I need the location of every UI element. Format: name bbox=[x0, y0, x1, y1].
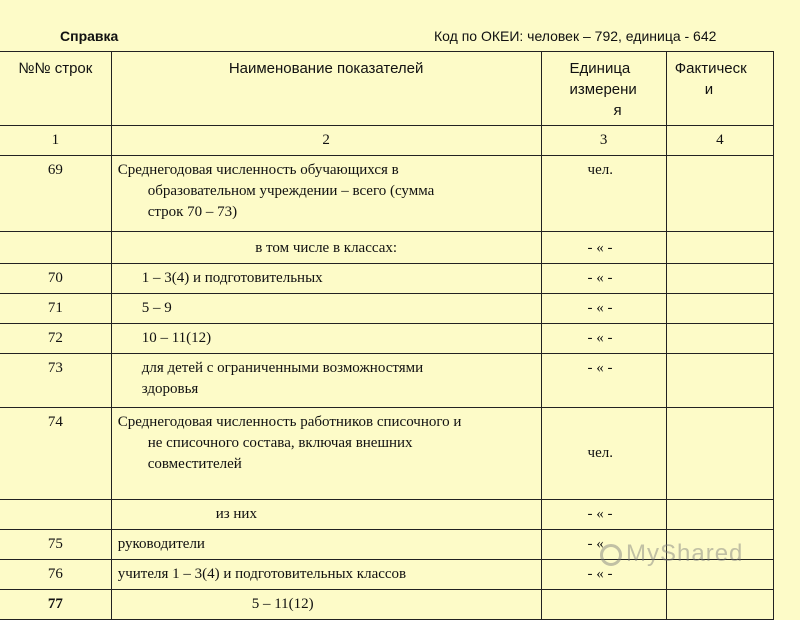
row-name: руководители bbox=[111, 530, 541, 560]
row-unit: - « - bbox=[541, 354, 666, 408]
row-number: 75 bbox=[0, 530, 111, 560]
table-row bbox=[0, 156, 774, 232]
col-header-unit bbox=[541, 52, 666, 126]
row-value bbox=[666, 324, 773, 354]
row-unit bbox=[541, 590, 666, 620]
row-name-line: здоровья bbox=[141, 381, 199, 397]
row-name: 5 – 11(12) bbox=[111, 590, 541, 620]
row-name-line: для детей с ограниченными возможностями bbox=[141, 360, 424, 376]
row-value bbox=[666, 500, 773, 530]
row-value bbox=[666, 408, 773, 500]
row-number: 73 bbox=[0, 354, 111, 408]
table-row bbox=[0, 354, 774, 408]
row-name: учителя 1 – 3(4) и подготовительных классов bbox=[111, 560, 541, 590]
row-name-line: не списочного состава, включая внешних bbox=[147, 435, 413, 451]
row-name-line: строк 70 – 73) bbox=[147, 204, 238, 220]
row-number: 71 bbox=[0, 294, 111, 324]
row-number: 72 bbox=[0, 324, 111, 354]
col-number-2: 2 bbox=[111, 126, 541, 156]
col-header-unit-line2: измерени bbox=[569, 81, 637, 98]
row-number: 69 bbox=[0, 156, 111, 232]
col-header-actual-line2: и bbox=[704, 81, 714, 98]
row-name: 5 – 9 bbox=[111, 294, 541, 324]
row-value bbox=[666, 156, 773, 232]
col-header-indicator-name: Наименование показателей bbox=[111, 52, 541, 126]
col-number-1: 1 bbox=[0, 126, 111, 156]
col-header-unit-line1: Единица bbox=[569, 60, 631, 77]
table-row bbox=[0, 590, 774, 620]
row-name bbox=[111, 354, 541, 408]
row-number: 76 bbox=[0, 560, 111, 590]
row-unit: чел. bbox=[541, 156, 666, 232]
row-value bbox=[666, 294, 773, 324]
column-number-row bbox=[0, 126, 774, 156]
row-number bbox=[0, 232, 111, 264]
row-value bbox=[666, 590, 773, 620]
col-number-3: 3 bbox=[541, 126, 666, 156]
row-name-line: Среднегодовая численность работников списочного и bbox=[117, 414, 462, 430]
watermark bbox=[600, 540, 743, 568]
report-table bbox=[0, 51, 774, 620]
row-name: 1 – 3(4) и подготовительных bbox=[111, 264, 541, 294]
row-unit: - « - bbox=[541, 232, 666, 264]
row-value bbox=[666, 354, 773, 408]
row-unit: - « - bbox=[541, 500, 666, 530]
row-name bbox=[111, 408, 541, 500]
row-name: 10 – 11(12) bbox=[111, 324, 541, 354]
col-header-unit-line3: я bbox=[613, 102, 622, 119]
row-unit: - « - bbox=[541, 294, 666, 324]
header-row bbox=[0, 52, 774, 126]
table-row bbox=[0, 232, 774, 264]
col-header-row-numbers: №№ строк bbox=[0, 52, 111, 126]
table-row bbox=[0, 264, 774, 294]
row-name-line: образовательном учреждении – всего (сумма bbox=[147, 183, 435, 199]
row-unit: - « - bbox=[541, 560, 666, 590]
row-number: 77 bbox=[0, 590, 111, 620]
okei-code: Код по ОКЕИ: человек – 792, единица - 642 bbox=[434, 28, 717, 44]
col-header-actual bbox=[666, 52, 773, 126]
table-row bbox=[0, 500, 774, 530]
row-unit: чел. bbox=[541, 408, 666, 500]
table-row bbox=[0, 294, 774, 324]
row-unit: - « bbox=[541, 530, 666, 560]
row-name bbox=[111, 156, 541, 232]
row-unit: - « - bbox=[541, 324, 666, 354]
row-name-line: совместителей bbox=[147, 456, 242, 472]
col-header-actual-line1: Фактическ bbox=[674, 60, 747, 77]
row-number: 74 bbox=[0, 408, 111, 500]
row-value bbox=[666, 264, 773, 294]
watermark-logo-icon bbox=[600, 544, 622, 566]
row-name: из них bbox=[111, 500, 541, 530]
row-name-line: Среднегодовая численность обучающихся в bbox=[117, 162, 399, 178]
document-title: Справка bbox=[60, 28, 119, 44]
col-number-4: 4 bbox=[666, 126, 773, 156]
row-value bbox=[666, 232, 773, 264]
table-row bbox=[0, 324, 774, 354]
row-unit: - « - bbox=[541, 264, 666, 294]
row-number: 70 bbox=[0, 264, 111, 294]
watermark-text: MyShared bbox=[626, 540, 744, 567]
row-name: в том числе в классах: bbox=[111, 232, 541, 264]
table-row bbox=[0, 408, 774, 500]
row-number bbox=[0, 500, 111, 530]
